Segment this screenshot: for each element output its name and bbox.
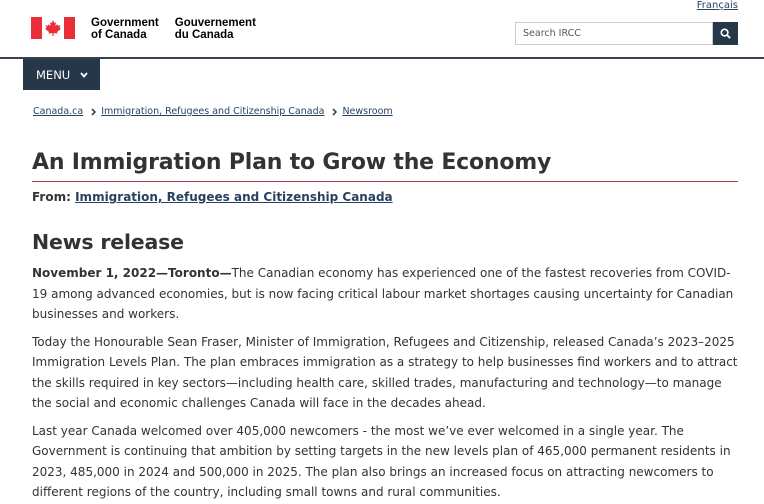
title-underline xyxy=(32,181,738,182)
search-input[interactable] xyxy=(515,22,713,45)
chevron-right-icon xyxy=(332,108,337,116)
wordmark-en-line1: Government xyxy=(91,17,159,29)
menu-button[interactable] xyxy=(23,59,100,90)
paragraph-1-text: The Canadian economy has experienced one of the fastest recoveries from COVID-19 among advanced economies, but is now facing critical labour market shortages causing uncertainty for Canadian businesses and workers. xyxy=(32,266,734,321)
paragraph-1 xyxy=(32,263,742,325)
article-body xyxy=(32,263,742,504)
wordmark-fr-line1: Gouvernement xyxy=(174,17,256,29)
dateline: November 1, 2022—Toronto— xyxy=(32,266,232,280)
wordmark-french xyxy=(175,17,256,41)
wordmark-english xyxy=(91,17,159,41)
from-line xyxy=(32,190,393,204)
government-of-canada-logo[interactable] xyxy=(31,17,256,41)
paragraph-2: Today the Honourable Sean Fraser, Minister of Immigration, Refugees and Citizenship, released Canada’s 2023–2025 Immigration Levels Plan. The plan embraces immigration as a strategy to help businesses find workers and to attract the skills required in key sectors—including health care, skilled trades, manufacturing and technology—to manage the social and economic challenges Canada will face in the decades ahead. xyxy=(32,334,738,410)
chevron-right-icon xyxy=(91,108,96,116)
canada-flag-icon xyxy=(31,17,75,39)
wordmark-en-line2: of Canada xyxy=(91,29,147,41)
search-button[interactable] xyxy=(713,22,738,45)
breadcrumb-link-ircc[interactable]: Immigration, Refugees and Citizenship Canada xyxy=(101,106,325,117)
breadcrumb-link-newsroom[interactable]: Newsroom xyxy=(342,106,393,117)
menu-label: MENU xyxy=(36,67,71,82)
search-icon xyxy=(720,28,731,39)
section-heading: News release xyxy=(32,230,184,254)
search-form xyxy=(515,22,738,45)
page-title: An Immigration Plan to Grow the Economy xyxy=(32,150,552,175)
from-department-link[interactable]: Immigration, Refugees and Citizenship Canada xyxy=(75,190,393,204)
language-toggle-link[interactable]: Français xyxy=(696,0,738,11)
paragraph-3: Last year Canada welcomed over 405,000 newcomers - the most we’ve ever welcomed in a single year. The Government is continuing that ambition by setting targets in the new levels plan of 465,000 permanent residents in 2023, 485,000 in 2024 and 500,000 in 2025. The plan also brings an increased focus on attracting newcomers to different regions of the country, including small towns and rural communities. xyxy=(32,423,731,499)
chevron-down-icon xyxy=(80,72,88,78)
wordmark-fr-line2: du Canada xyxy=(174,29,234,41)
from-label: From: xyxy=(32,190,71,204)
breadcrumb-link-canada[interactable]: Canada.ca xyxy=(33,106,84,117)
site-header xyxy=(31,14,738,48)
breadcrumb xyxy=(33,106,393,117)
header-divider xyxy=(0,57,764,59)
